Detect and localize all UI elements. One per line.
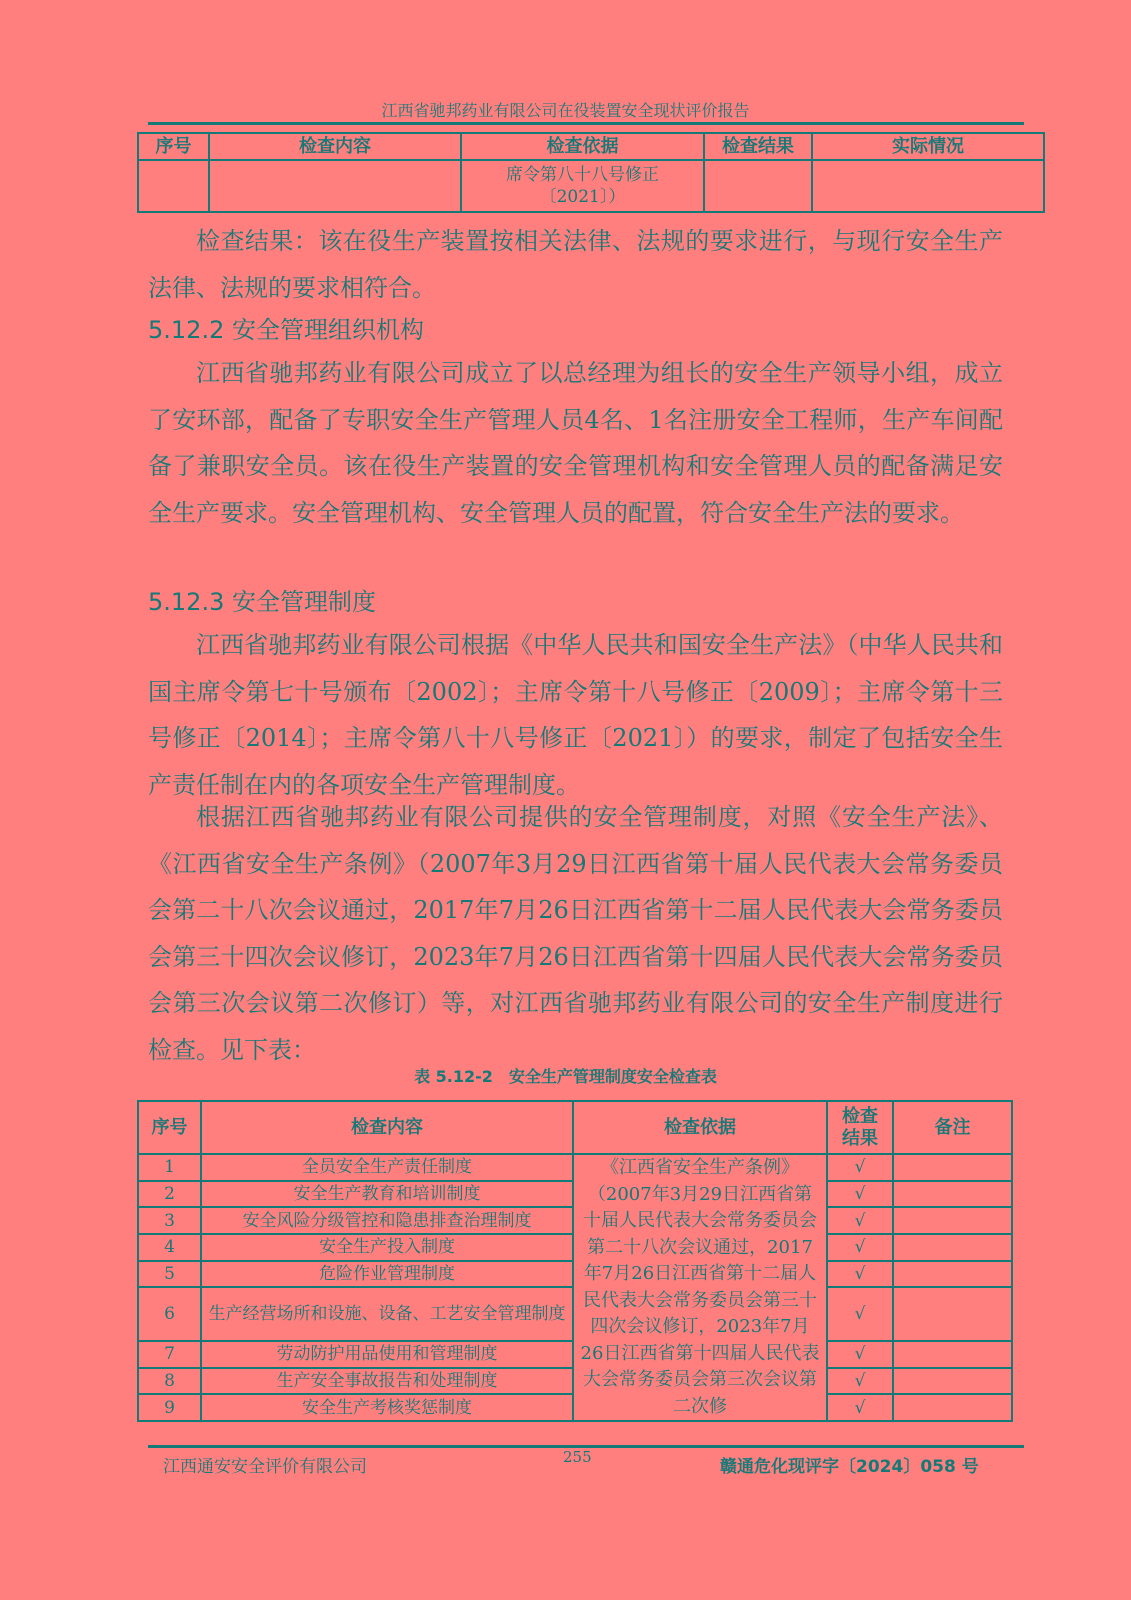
cell-no: 8 <box>138 1368 201 1395</box>
cell-result: √ <box>827 1154 893 1181</box>
col-header: 检查依据 <box>461 133 704 160</box>
col-header: 检查内容 <box>209 133 461 160</box>
cell-note <box>893 1287 1012 1340</box>
table-row <box>138 160 1044 212</box>
cell-content: 全员安全生产责任制度 <box>201 1154 573 1181</box>
cell-result: √ <box>827 1181 893 1208</box>
cell-result: √ <box>827 1368 893 1395</box>
cell-no: 2 <box>138 1181 201 1208</box>
cell-result: √ <box>827 1234 893 1261</box>
cell-no <box>138 160 209 212</box>
cell-no: 1 <box>138 1154 201 1181</box>
cell-content: 危险作业管理制度 <box>201 1261 573 1288</box>
col-header: 实际情况 <box>812 133 1044 160</box>
table-row <box>138 1154 1012 1181</box>
col-header: 检查结果 <box>827 1101 893 1154</box>
cell-note <box>893 1181 1012 1208</box>
cell-no: 5 <box>138 1261 201 1288</box>
cell-result <box>704 160 812 212</box>
table-continued <box>137 132 1045 213</box>
cell-no: 7 <box>138 1341 201 1368</box>
table-caption: 表 5.12-2 安全生产管理制度安全检查表 <box>414 1067 717 1086</box>
cell-note <box>893 1261 1012 1288</box>
cell-result: √ <box>827 1341 893 1368</box>
cell-result: √ <box>827 1287 893 1340</box>
cell-no: 9 <box>138 1394 201 1421</box>
col-header: 检查内容 <box>201 1101 573 1154</box>
section-heading-5-12-3: 5.12.3 安全管理制度 <box>148 588 376 616</box>
page-header: 江西省驰邦药业有限公司在役装置安全现状评价报告 <box>381 101 750 120</box>
col-header: 序号 <box>138 133 209 160</box>
cell-content: 生产安全事故报告和处理制度 <box>201 1368 573 1395</box>
cell-content: 劳动防护用品使用和管理制度 <box>201 1341 573 1368</box>
cell-content: 生产经营场所和设施、设备、工艺安全管理制度 <box>201 1287 573 1340</box>
cell-basis: 席令第八十八号修正〔2021〕） <box>461 160 704 212</box>
rules-paragraph: 江西省驰邦药业有限公司根据《中华人民共和国安全生产法》（中华人民共和国主席令第七十号颁布〔2002〕；主席令第十八号修正〔2009〕；主席令第十三号修正〔2014〕；主席令第八十八号修正〔2021〕）的要求，制定了包括安全生产责任制在内的各项安全生产管理制度。 <box>148 631 1003 799</box>
cell-result: √ <box>827 1394 893 1421</box>
cell-note <box>893 1154 1012 1181</box>
cell-no: 6 <box>138 1287 201 1340</box>
cell-note <box>893 1207 1012 1234</box>
footer-doc-number: 赣通危化现评字〔2024〕058 号 <box>720 1457 979 1477</box>
cell-no: 4 <box>138 1234 201 1261</box>
cell-note <box>893 1394 1012 1421</box>
section-heading-5-12-2: 5.12.2 安全管理组织机构 <box>148 316 424 344</box>
col-header: 序号 <box>138 1101 201 1154</box>
cell-no: 3 <box>138 1207 201 1234</box>
cell-content: 安全风险分级管控和隐患排查治理制度 <box>201 1207 573 1234</box>
cell-content: 安全生产投入制度 <box>201 1234 573 1261</box>
check-result-paragraph: 检查结果：该在役生产装置按相关法律、法规的要求进行，与现行安全生产法律、法规的要求相符合。 <box>148 227 1003 302</box>
cell-content: 安全生产考核奖惩制度 <box>201 1394 573 1421</box>
col-header: 备注 <box>893 1101 1012 1154</box>
cell-basis: 《江西省安全生产条例》（2007年3月29日江西省第十届人民代表大会常务委员会第二十八次会议通过，2017年7月26日江西省第十二届人民代表大会常务委员会第三十四次会议修订，2023年7月26日江西省第十四届人民代表大会常务委员会第三次会议第二次修 <box>573 1154 827 1421</box>
safety-rules-check-table <box>137 1100 1013 1422</box>
footer-company: 江西通安安全评价有限公司 <box>163 1457 367 1477</box>
org-paragraph: 江西省驰邦药业有限公司成立了以总经理为组长的安全生产领导小组，成立了安环部，配备了专职安全生产管理人员4名、1名注册安全工程师，生产车间配备了兼职安全员。该在役生产装置的安全管理机构和安全管理人员的配备满足安全生产要求。安全管理机构、安全管理人员的配置，符合安全生产法的要求。 <box>148 359 1003 527</box>
page-number: 255 <box>563 1448 592 1466</box>
cell-note <box>893 1341 1012 1368</box>
cell-content: 安全生产教育和培训制度 <box>201 1181 573 1208</box>
col-header: 检查依据 <box>573 1101 827 1154</box>
col-header: 检查结果 <box>704 133 812 160</box>
header-rule <box>148 122 1024 125</box>
cell-actual <box>812 160 1044 212</box>
cell-content <box>209 160 461 212</box>
cell-result: √ <box>827 1261 893 1288</box>
cell-note <box>893 1368 1012 1395</box>
cell-result: √ <box>827 1207 893 1234</box>
cell-note <box>893 1234 1012 1261</box>
check-paragraph: 根据江西省驰邦药业有限公司提供的安全管理制度，对照《安全生产法》、《江西省安全生产条例》（2007年3月29日江西省第十届人民代表大会常务委员会第二十八次会议通过，2017年7月26日江西省第十二届人民代表大会常务委员会第三十四次会议修订，2023年7月26日江西省第十四届人民代表大会常务委员会第三次会议第二次修订）等，对江西省驰邦药业有限公司的安全生产制度进行检查。见下表： <box>148 803 1003 1064</box>
